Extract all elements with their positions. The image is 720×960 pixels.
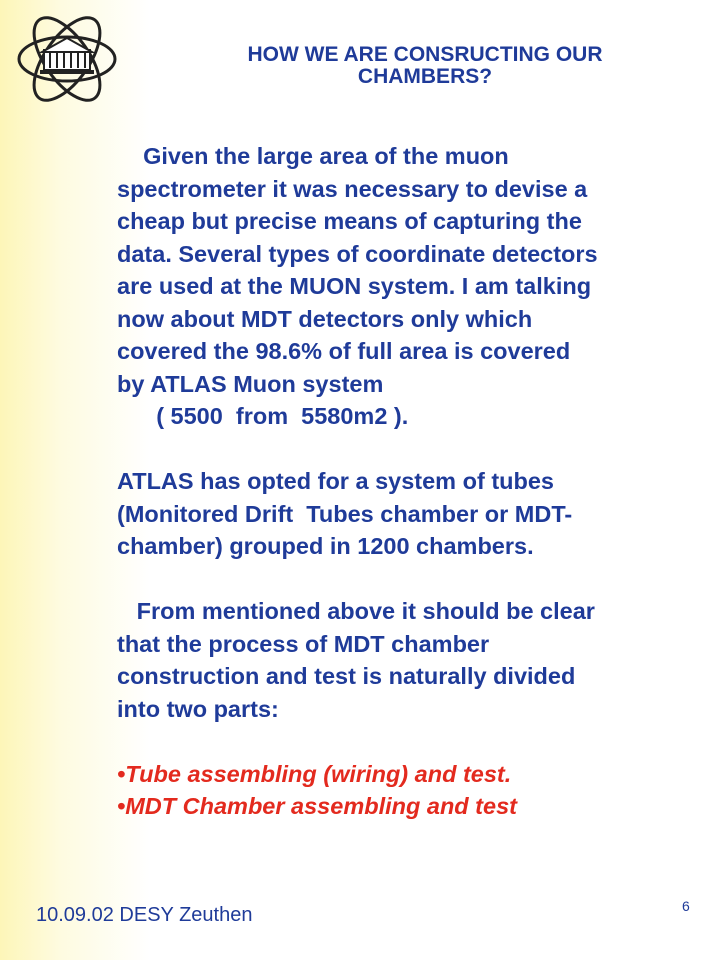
paragraph-construction (117, 595, 687, 725)
bullet-list (117, 758, 687, 823)
text-line: ATLAS has opted for a system of tubes (117, 468, 554, 494)
text-line: cheap but precise means of capturing the (117, 208, 582, 234)
jinr-logo-icon (14, 14, 120, 104)
paragraph-spacer (117, 563, 687, 596)
text-line: (Monitored Drift Tubes chamber or MDT- (117, 500, 573, 527)
text-line: now about MDT detectors only which (117, 305, 533, 332)
text-line: that the process of MDT chamber (117, 630, 490, 657)
paragraph-atlas-tubes (117, 465, 687, 563)
bullet-item-chamber-assembling: •MDT Chamber assembling and test (117, 793, 517, 819)
bullet-item-tube-assembling: •Tube assembling (wiring) and test. (117, 760, 512, 787)
text-line: construction and test is naturally divided (117, 663, 576, 689)
text-line: into two parts: (117, 695, 279, 722)
slide-title-line-2: CHAMBERS? (357, 65, 493, 88)
text-line: by ATLAS Muon system (117, 370, 384, 397)
paragraph-spacer (117, 725, 687, 758)
footer-date-location: 10.09.02 DESY Zeuthen (36, 904, 253, 926)
text-line: covered the 98.6% of full area is covered (117, 338, 571, 364)
text-line: data. Several types of coordinate detectors (117, 240, 598, 267)
text-line: From mentioned above it should be clear (117, 598, 595, 624)
slide-title (170, 44, 680, 88)
text-line: spectrometer it was necessary to devise a (117, 175, 588, 202)
text-line: chamber) grouped in 1200 chambers. (117, 533, 534, 559)
slide-body (117, 140, 687, 823)
page-number: 6 (682, 898, 690, 914)
text-line: Given the large area of the muon (117, 143, 509, 169)
paragraph-spacer (117, 433, 687, 466)
paragraph-muon-spectrometer (117, 140, 687, 433)
slide-title-line-1: HOW WE ARE CONSRUCTING OUR (247, 43, 603, 66)
text-line: are used at the MUON system. I am talking (117, 273, 592, 299)
text-line: ( 5500 from 5580m2 ). (117, 403, 409, 429)
